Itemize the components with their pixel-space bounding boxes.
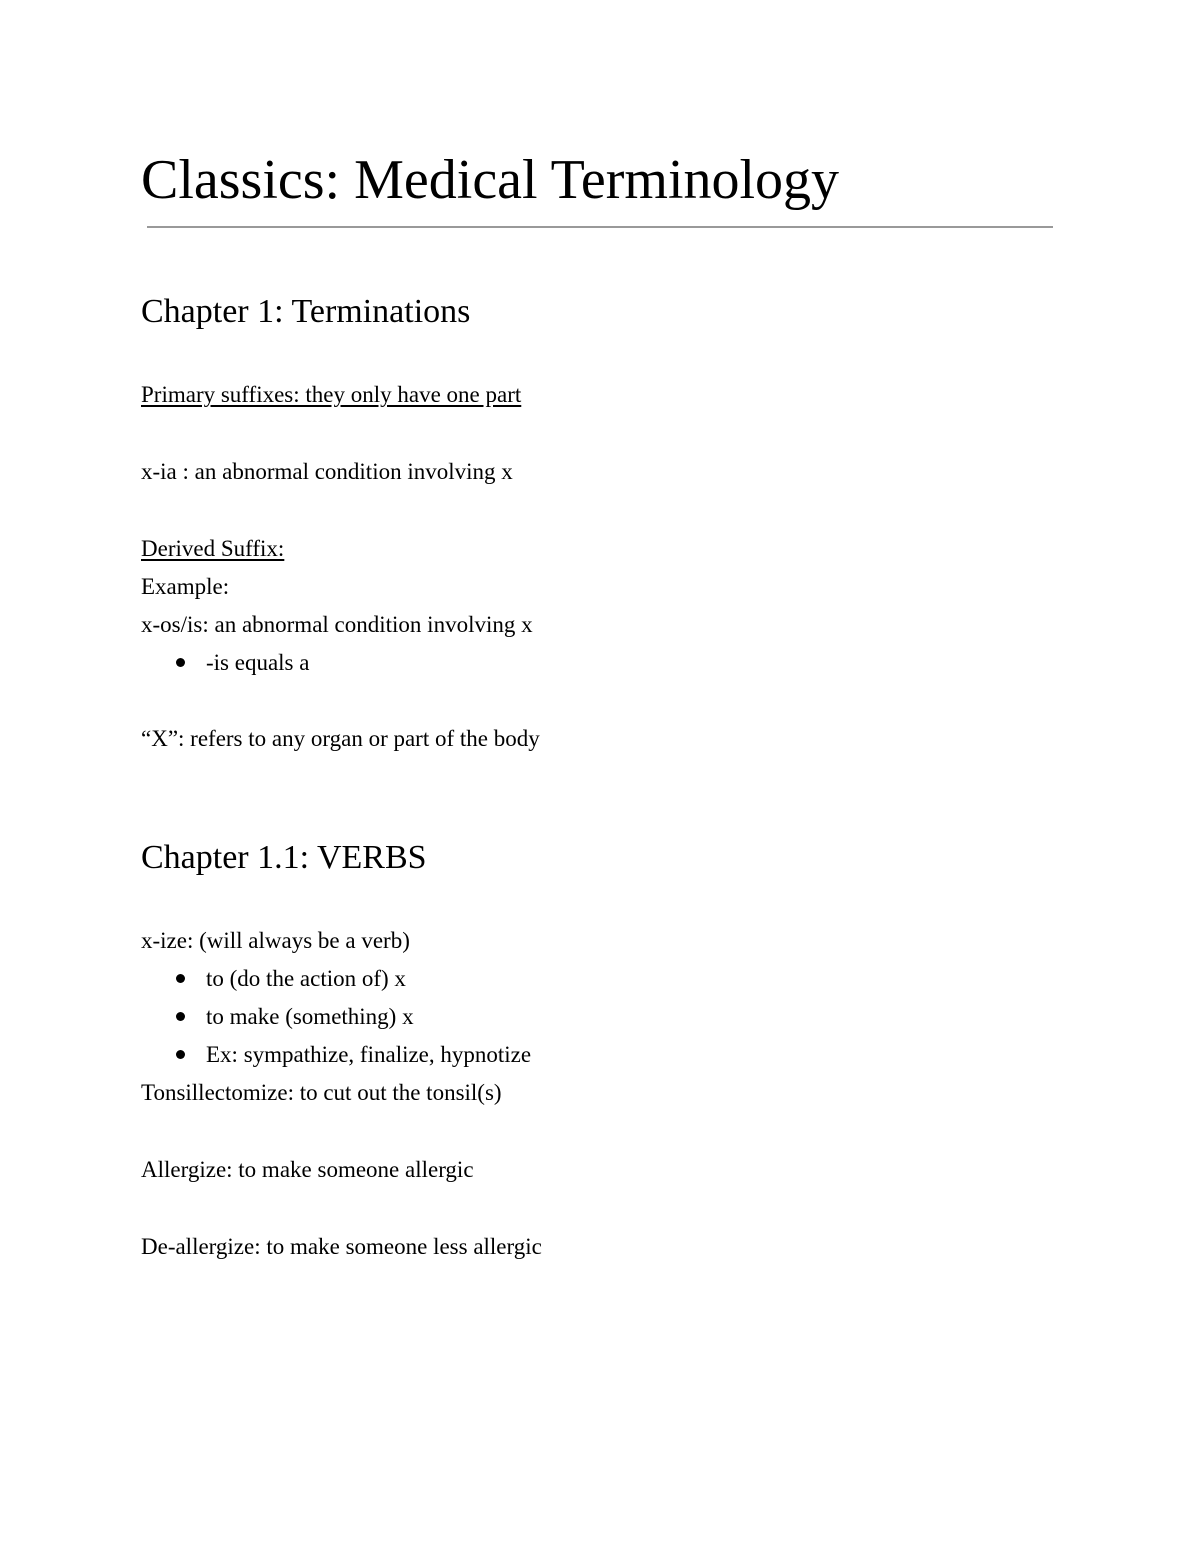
primary-suffixes-label: Primary suffixes: they only have one part xyxy=(141,382,522,407)
bullet-icon xyxy=(176,658,185,667)
bullet-icon xyxy=(176,1050,185,1059)
derived-suffix-label: Derived Suffix: xyxy=(141,536,285,561)
list-item-text: to make (something) x xyxy=(206,1004,414,1029)
list-item-text: Ex: sympathize, finalize, hypnotize xyxy=(206,1042,532,1067)
document-title: Classics: Medical Terminology xyxy=(141,149,840,211)
bullet-icon xyxy=(176,974,185,983)
allergize-definition: Allergize: to make someone allergic xyxy=(141,1157,474,1182)
example-label: Example: xyxy=(141,574,230,599)
title-divider xyxy=(147,226,1053,228)
list-item xyxy=(176,1040,531,1070)
de-allergize-definition: De-allergize: to make someone less allergic xyxy=(141,1234,542,1259)
list-item-text: -is equals a xyxy=(206,650,310,675)
derived-suffix-definition: x-os/is: an abnormal condition involving x xyxy=(141,612,533,637)
primary-suffix-definition: x-ia : an abnormal condition involving x xyxy=(141,459,513,484)
chapter-1-heading: Chapter 1: Terminations xyxy=(141,293,471,330)
list-item xyxy=(176,964,406,994)
ize-suffix-definition: x-ize: (will always be a verb) xyxy=(141,928,410,953)
list-item xyxy=(176,648,309,678)
chapter-1-1-heading: Chapter 1.1: VERBS xyxy=(141,839,427,876)
list-item xyxy=(176,1002,414,1032)
bullet-icon xyxy=(176,1012,185,1021)
list-item-text: to (do the action of) x xyxy=(206,966,406,991)
tonsillectomize-definition: Tonsillectomize: to cut out the tonsil(s) xyxy=(141,1080,502,1105)
x-definition-note: “X”: refers to any organ or part of the body xyxy=(141,726,540,751)
